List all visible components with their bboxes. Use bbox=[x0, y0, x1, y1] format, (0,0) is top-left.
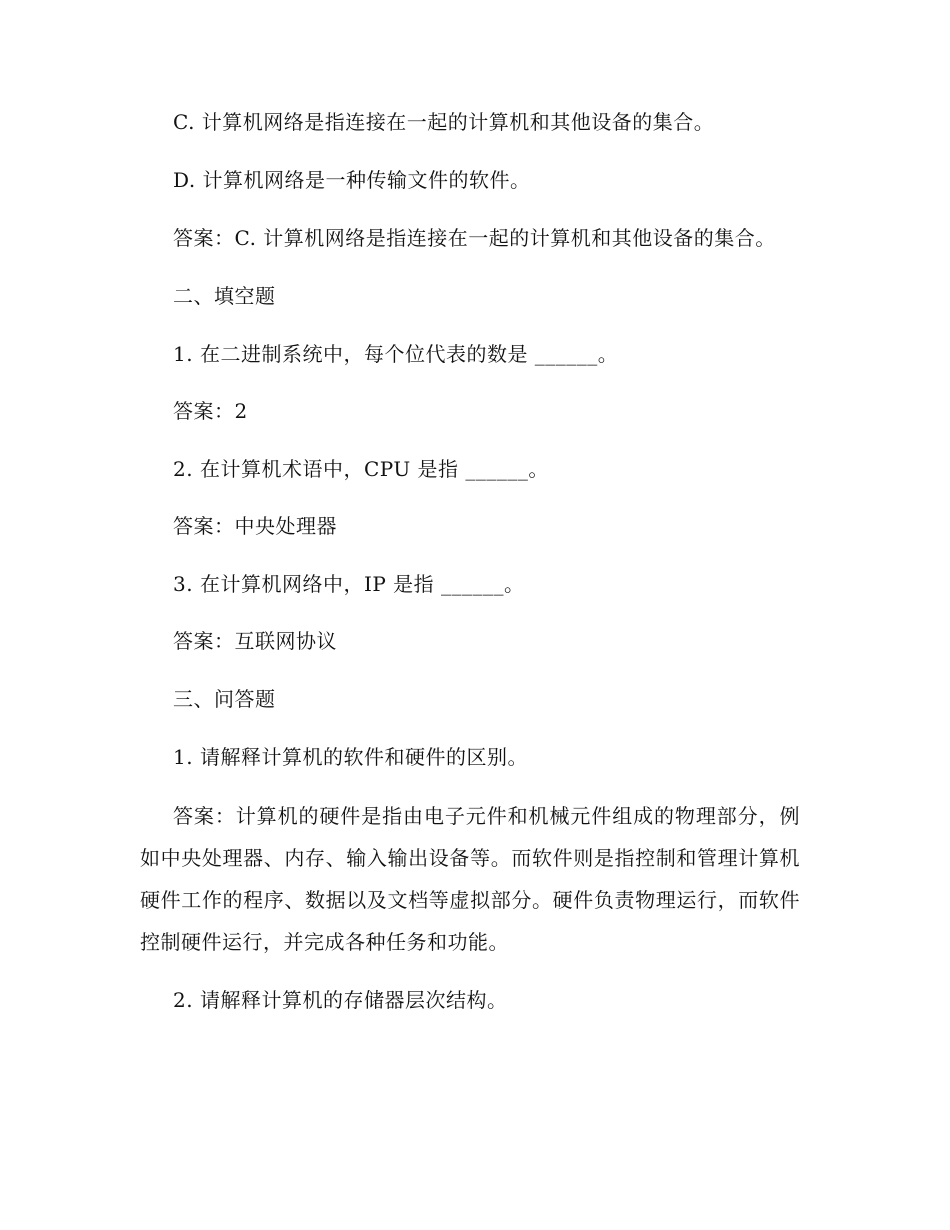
question-line: 2. 请解释计算机的存储器层次结构。 bbox=[173, 988, 508, 1012]
option-c-line: C. 计算机网络是指连接在一起的计算机和其他设备的集合。 bbox=[173, 110, 715, 134]
question-line: 1. 请解释计算机的软件和硬件的区别。 bbox=[173, 745, 528, 769]
option-d-line: D. 计算机网络是一种传输文件的软件。 bbox=[173, 168, 531, 192]
answer-line: 答案：互联网协议 bbox=[173, 629, 337, 653]
question-line: 2. 在计算机术语中，CPU 是指 ______。 bbox=[173, 457, 549, 481]
answer-line: 答案：C. 计算机网络是指连接在一起的计算机和其他设备的集合。 bbox=[173, 226, 776, 250]
question-line: 3. 在计算机网络中，IP 是指 ______。 bbox=[173, 572, 525, 596]
section-heading-fill-blank: 二、填空题 bbox=[173, 284, 276, 308]
section-heading-qa: 三、问答题 bbox=[173, 687, 276, 711]
answer-line: 答案：中央处理器 bbox=[173, 514, 337, 538]
answer-paragraph: 答案：计算机的硬件是指由电子元件和机械元件组成的物理部分，例如中央处理器、内存、输入输出设备等。而软件则是指控制和管理计算机硬件工作的程序、数据以及文档等虚拟部分。硬件负责物理运行，而软件控制硬件运行，并完成各种任务和功能。 bbox=[140, 804, 800, 954]
answer-line: 答案：2 bbox=[173, 399, 248, 423]
question-line: 1. 在二进制系统中，每个位代表的数是 ______。 bbox=[173, 342, 619, 366]
